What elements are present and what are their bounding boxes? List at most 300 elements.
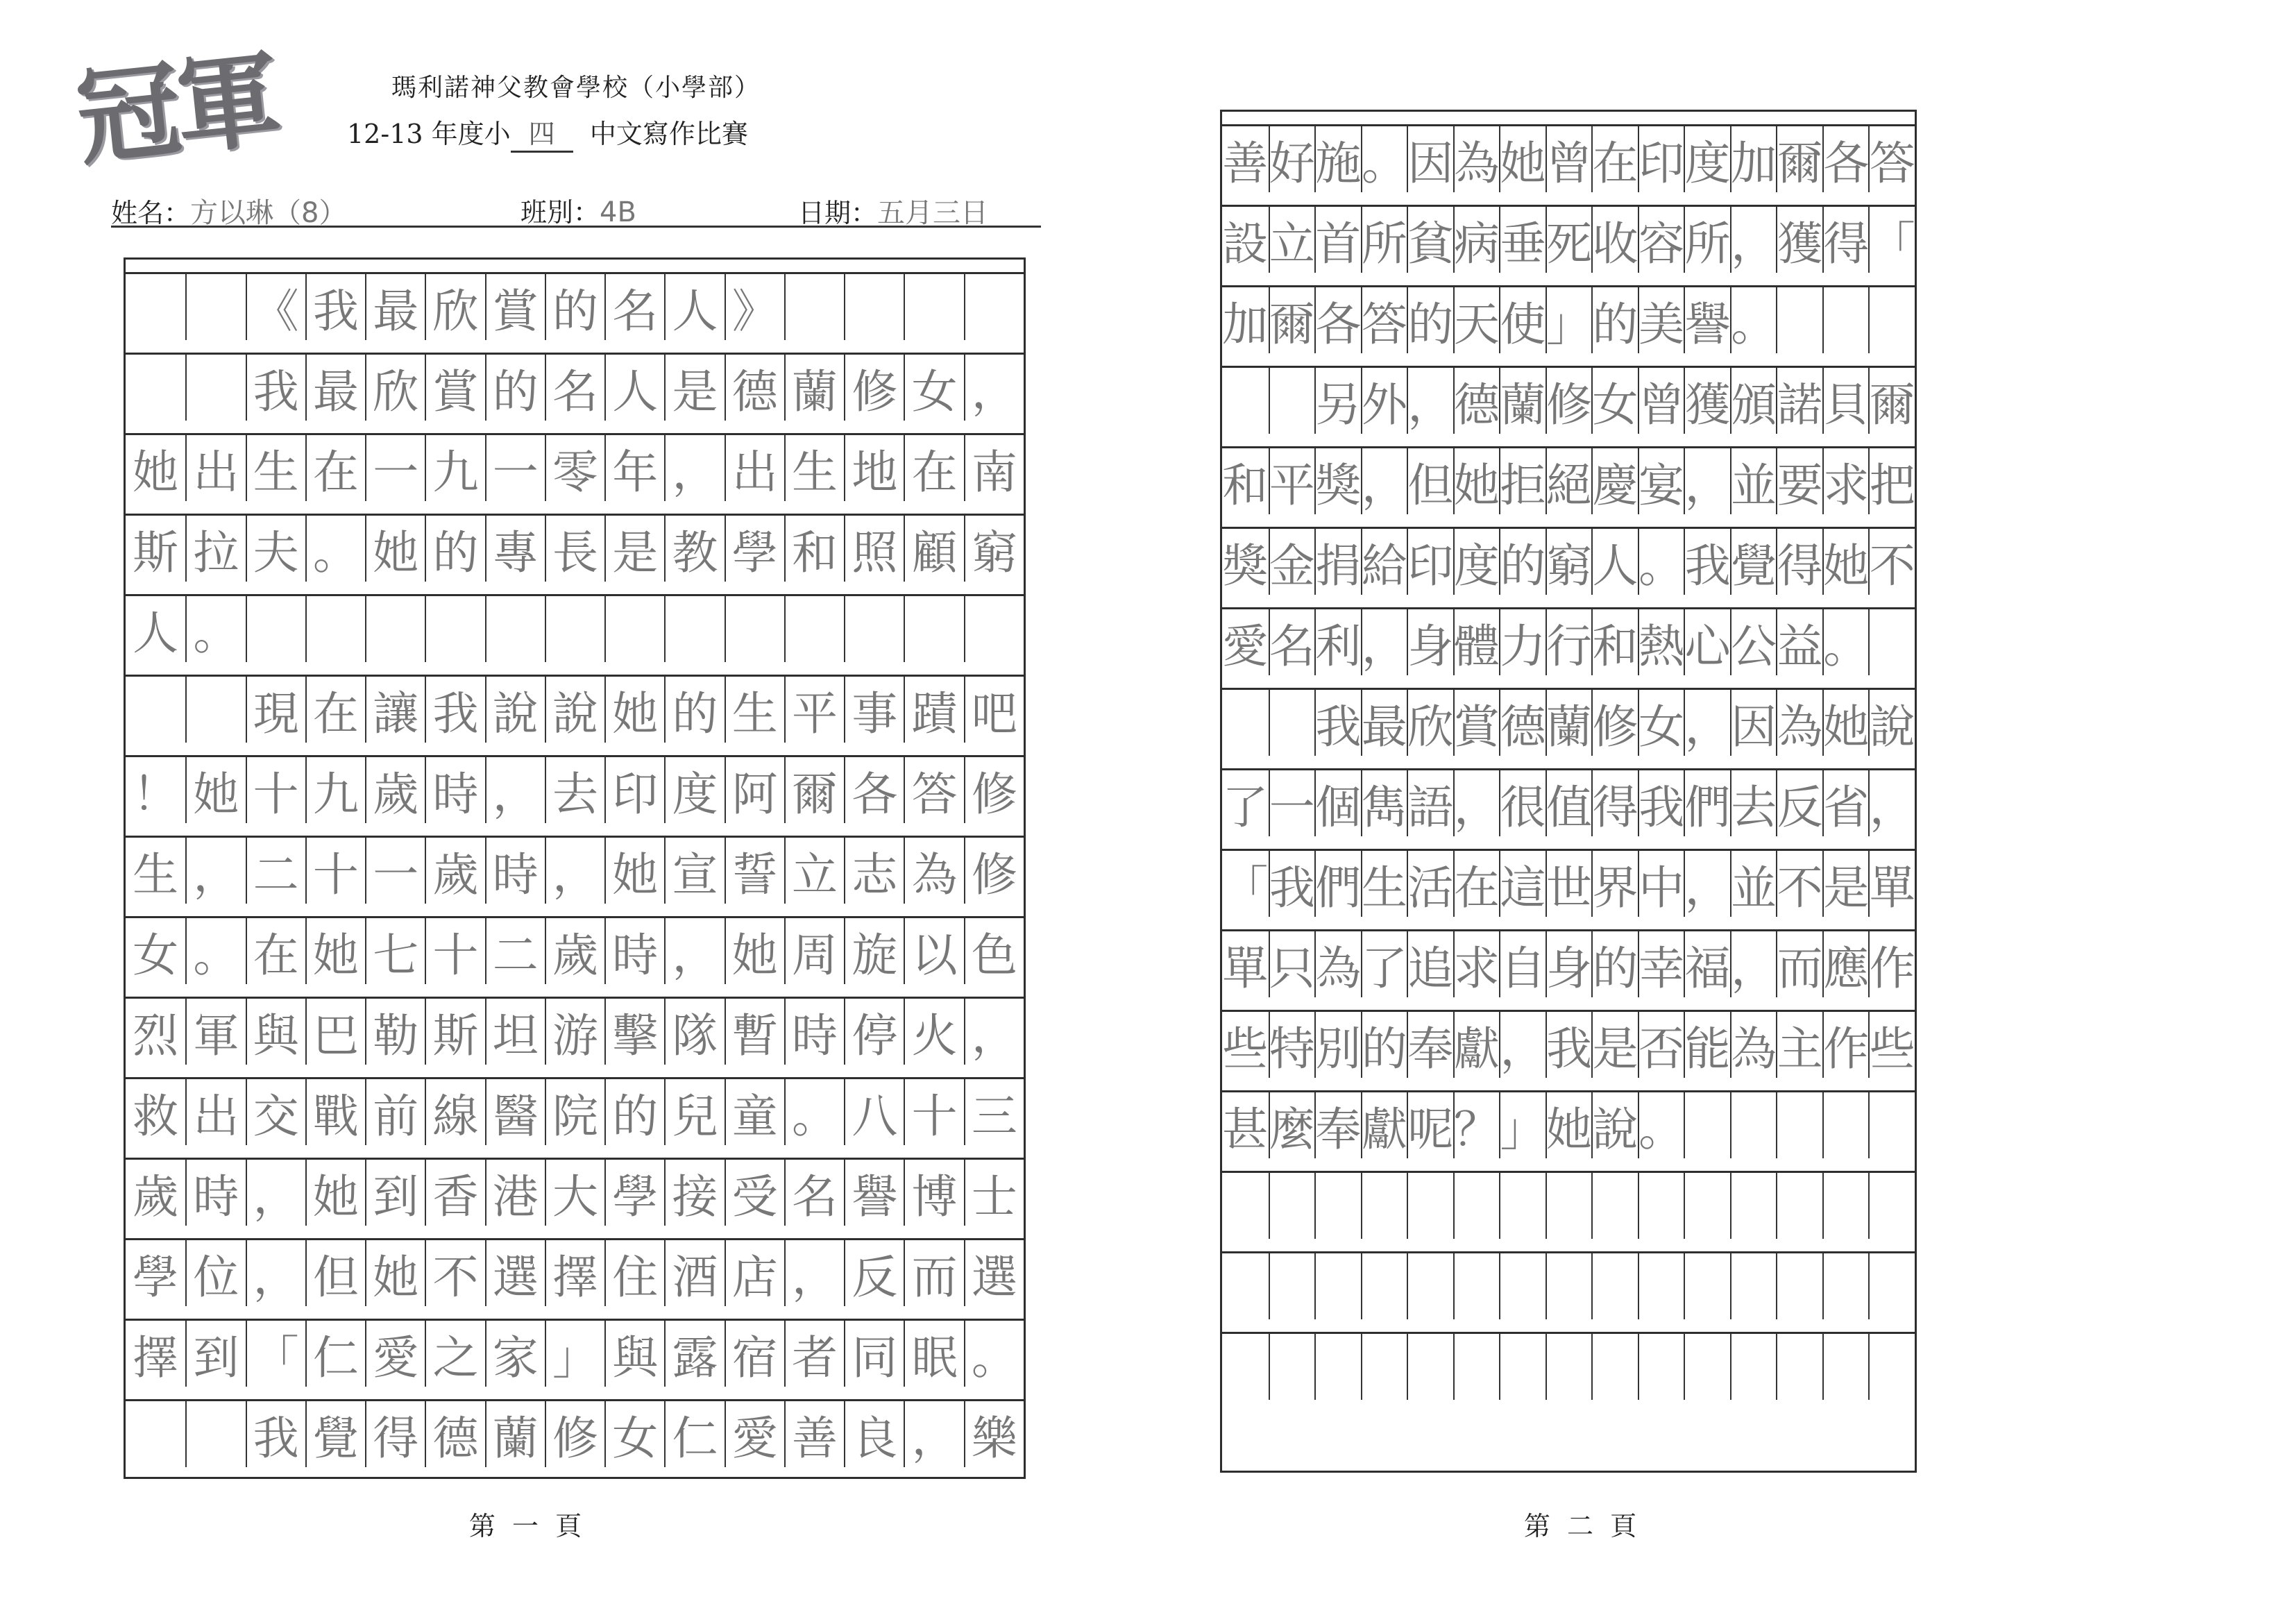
- grid-cell: 誓: [725, 838, 784, 904]
- grid-cell: 身: [1407, 609, 1453, 675]
- grid-cell: 身: [1545, 931, 1592, 997]
- grid-cell: [784, 596, 844, 662]
- grid-cell: 為: [1776, 690, 1822, 756]
- grid-cell: 修: [964, 838, 1024, 904]
- grid-cell: [1314, 1334, 1361, 1400]
- grid-cell: 各: [844, 757, 904, 823]
- grid-cell: 好: [1269, 126, 1315, 192]
- grid-cell: 貧: [1407, 207, 1453, 273]
- grid-cell: ，: [664, 435, 724, 501]
- grid-cell: 我: [246, 1401, 305, 1467]
- grid-cell: 生: [133, 848, 179, 902]
- grid-cell: 但: [305, 1240, 365, 1306]
- grid-cell: 是: [1822, 851, 1869, 917]
- champion-stamp: 冠軍: [70, 37, 282, 180]
- grid-cell: [1868, 609, 1915, 675]
- grid-cell: 眠: [904, 1321, 963, 1387]
- grid-cell: 去: [1730, 770, 1777, 836]
- grid-cell: 最: [1361, 690, 1407, 756]
- grid-cell: 她: [133, 446, 179, 499]
- grid-cell: 了: [1361, 931, 1407, 997]
- grid-cell: 院: [545, 1079, 604, 1145]
- grid-cell: [1591, 1173, 1638, 1239]
- grid-cell: ，: [1407, 368, 1453, 434]
- grid-cell: 獻: [1453, 1012, 1500, 1078]
- grid-cell: 火: [904, 999, 963, 1065]
- grid-cell: 我: [1684, 529, 1730, 595]
- grid-row: [1222, 688, 1915, 756]
- grid-cell: ，: [904, 1401, 963, 1467]
- grid-cell: 特: [1269, 1012, 1315, 1078]
- grid-cell: 值: [1545, 770, 1592, 836]
- grid-cell: 譽: [844, 1160, 904, 1226]
- grid-cell: 她: [1545, 1092, 1592, 1158]
- grid-cell: 善: [784, 1401, 844, 1467]
- contest-prefix: 12-13 年度小: [347, 119, 511, 149]
- grid-cell: 十: [246, 757, 305, 823]
- grid-cell: 因: [1407, 126, 1453, 192]
- grid-cell: [246, 596, 305, 662]
- grid-cell: 們: [1684, 770, 1730, 836]
- grid-cell: 獲: [1684, 368, 1730, 434]
- grid-cell: 我: [1269, 851, 1315, 917]
- grid-cell: [1407, 1334, 1453, 1400]
- grid-cell: 她: [365, 1240, 425, 1306]
- grid-cell: 覺: [305, 1401, 365, 1467]
- grid-cell: 度: [1684, 126, 1730, 192]
- grid-cell: 暫: [725, 999, 784, 1065]
- grid-cell: 因: [1730, 690, 1777, 756]
- grid-cell: 讓: [365, 677, 425, 743]
- grid-cell: [1222, 690, 1269, 756]
- grid-cell: 垂: [1499, 207, 1545, 273]
- grid-cell: 九: [305, 757, 365, 823]
- grid-cell: 。: [185, 596, 245, 662]
- grid-cell: ，: [1684, 690, 1730, 756]
- grid-cell: 追: [1407, 931, 1453, 997]
- grid-cell: 歲: [133, 1170, 179, 1224]
- grid-row: [126, 1399, 1024, 1467]
- grid-cell: 愛: [725, 1401, 784, 1467]
- grid-cell: [1222, 1173, 1269, 1239]
- grid-row: [126, 1077, 1024, 1145]
- grid-cell: 事: [844, 677, 904, 743]
- grid-cell: 的: [1499, 529, 1545, 595]
- grid-cell: 頒: [1730, 368, 1777, 434]
- grid-cell: 。: [1822, 609, 1869, 675]
- grid-cell: [1591, 1334, 1638, 1400]
- grid-cell: [1591, 1253, 1638, 1319]
- grid-cell: 語: [1407, 770, 1453, 836]
- grid-cell: 加: [1730, 126, 1777, 192]
- grid-cell: 修: [545, 1401, 604, 1467]
- grid-cell: 的: [1407, 287, 1453, 353]
- grid-cell: 修: [844, 355, 904, 421]
- grid-cell: 金: [1269, 529, 1315, 595]
- grid-cell: [1453, 1253, 1500, 1319]
- grid-cell: [904, 274, 963, 340]
- grid-cell: 童: [725, 1079, 784, 1145]
- grid-cell: 使: [1499, 287, 1545, 353]
- grid-cell: [604, 596, 664, 662]
- grid-cell: 獎: [1222, 539, 1269, 593]
- grid-cell: [1684, 1173, 1730, 1239]
- grid-cell: 擇: [133, 1331, 179, 1385]
- grid-cell: 時: [425, 757, 484, 823]
- grid-row: [1222, 929, 1915, 997]
- grid-cell: 名: [604, 274, 664, 340]
- grid-cell: 一: [365, 838, 425, 904]
- grid-cell: 中: [1638, 851, 1684, 917]
- grid-row: [1222, 1010, 1915, 1078]
- grid-cell: 的: [1361, 1012, 1407, 1078]
- grid-cell: 譽: [1684, 287, 1730, 353]
- grid-cell: ，: [664, 918, 724, 984]
- grid-cell: 女: [904, 355, 963, 421]
- grid-cell: [1684, 1253, 1730, 1319]
- grid-cell: 主: [1776, 1012, 1822, 1078]
- grid-cell: 時: [604, 918, 664, 984]
- grid-cell: 女: [604, 1401, 664, 1467]
- grid-row: [1222, 446, 1915, 514]
- grid-cell: 修: [964, 757, 1024, 823]
- grid-cell: 了: [1222, 781, 1269, 834]
- grid-row: [126, 836, 1024, 904]
- grid-cell: 二: [246, 838, 305, 904]
- grid-cell: [1730, 1253, 1777, 1319]
- grid-row: [1222, 366, 1915, 434]
- grid-cell: 麼: [1269, 1092, 1315, 1158]
- grid-cell: 另: [1314, 368, 1361, 434]
- grid-cell: 長: [545, 516, 604, 582]
- name-value: 方以琳（8）: [190, 197, 347, 229]
- grid-cell: 時: [185, 1160, 245, 1226]
- grid-cell: 單: [1868, 851, 1915, 917]
- grid-cell: ，: [1684, 448, 1730, 514]
- grid-cell: [1453, 1173, 1500, 1239]
- grid-row: [1222, 205, 1915, 273]
- grid-cell: 答: [1868, 126, 1915, 192]
- grid-cell: 救: [133, 1090, 179, 1143]
- contest-title: [347, 112, 833, 153]
- grid-cell: 博: [904, 1160, 963, 1226]
- grid-cell: 而: [904, 1240, 963, 1306]
- grid-cell: 些: [1868, 1012, 1915, 1078]
- grid-cell: 住: [604, 1240, 664, 1306]
- grid-row: [126, 916, 1024, 984]
- grid-cell: 的: [545, 274, 604, 340]
- grid-cell: 名: [784, 1160, 844, 1226]
- class-value: 4B: [600, 196, 636, 228]
- grid-cell: [1222, 1253, 1269, 1319]
- grid-cell: 出: [185, 1079, 245, 1145]
- grid-cell: 說: [485, 677, 545, 743]
- grid-cell: 反: [844, 1240, 904, 1306]
- grid-cell: 她: [1453, 448, 1500, 514]
- grid-cell: 現: [246, 677, 305, 743]
- grid-cell: 學: [604, 1160, 664, 1226]
- grid-cell: 求: [1453, 931, 1500, 997]
- grid-cell: [1407, 1173, 1453, 1239]
- grid-cell: 酒: [664, 1240, 724, 1306]
- grid-cell: [1730, 1334, 1777, 1400]
- grid-cell: 我: [305, 274, 365, 340]
- grid-cell: 別: [1314, 1012, 1361, 1078]
- date-label: 日期：: [798, 198, 878, 228]
- grid-cell: 一: [365, 435, 425, 501]
- grid-cell: 色: [964, 918, 1024, 984]
- grid-cell: 熱: [1638, 609, 1684, 675]
- grid-cell: 絕: [1545, 448, 1592, 514]
- grid-cell: 容: [1638, 207, 1684, 273]
- grid-cell: ，: [485, 757, 545, 823]
- grid-cell: 曾: [1638, 368, 1684, 434]
- grid-cell: 首: [1314, 207, 1361, 273]
- grid-cell: 立: [784, 838, 844, 904]
- grid-cell: [904, 596, 963, 662]
- grid-cell: 。: [1638, 1092, 1684, 1158]
- grid-cell: 們: [1314, 851, 1361, 917]
- grid-cell: 選: [485, 1240, 545, 1306]
- grid-cell: [1638, 1253, 1684, 1319]
- name-field: [111, 191, 346, 230]
- grid-cell: 十: [425, 918, 484, 984]
- grid-cell: 生: [725, 677, 784, 743]
- grid-cell: 到: [365, 1160, 425, 1226]
- grid-cell: 應: [1822, 931, 1869, 997]
- grid-cell: [1361, 1253, 1407, 1319]
- grid-cell: 印: [1407, 529, 1453, 595]
- grid-cell: 宴: [1638, 448, 1684, 514]
- grid-cell: 擊: [604, 999, 664, 1065]
- grid-cell: 界: [1591, 851, 1638, 917]
- grid-cell: 心: [1684, 609, 1730, 675]
- grid-cell: [1314, 1173, 1361, 1239]
- grid-cell: 收: [1591, 207, 1638, 273]
- grid-cell: 她: [725, 918, 784, 984]
- grid-cell: 平: [1269, 448, 1315, 514]
- grid-cell: 女: [133, 929, 179, 982]
- grid-cell: 這: [1499, 851, 1545, 917]
- grid-cell: 公: [1730, 609, 1777, 675]
- grid-row: [126, 514, 1024, 582]
- grid-cell: 的: [604, 1079, 664, 1145]
- grid-cell: ，: [1453, 770, 1500, 836]
- grid-cell: [185, 355, 245, 421]
- grid-cell: 專: [485, 516, 545, 582]
- grid-cell: ，: [246, 1160, 305, 1226]
- grid-cell: 活: [1407, 851, 1453, 917]
- grid-cell: 八: [844, 1079, 904, 1145]
- grid-cell: 人: [1591, 529, 1638, 595]
- grid-cell: 為: [904, 838, 963, 904]
- grid-cell: [1222, 1334, 1269, 1400]
- grid-cell: 前: [365, 1079, 425, 1145]
- grid-cell: 蹟: [904, 677, 963, 743]
- grid-cell: [425, 596, 484, 662]
- grid-row: [126, 433, 1024, 501]
- grid-cell: 印: [604, 757, 664, 823]
- grid-cell: 要: [1776, 448, 1822, 514]
- grid-cell: [1269, 690, 1315, 756]
- grid-cell: [485, 596, 545, 662]
- grid-cell: 九: [425, 435, 484, 501]
- grid-cell: ，: [964, 355, 1024, 421]
- grid-cell: 美: [1638, 287, 1684, 353]
- grid-cell: 在: [904, 435, 963, 501]
- contest-suffix: 中文寫作比賽: [589, 119, 748, 149]
- grid-cell: 把: [1868, 448, 1915, 514]
- grid-cell: 蘭: [784, 355, 844, 421]
- grid-cell: 「: [1868, 207, 1915, 273]
- grid-cell: 一: [485, 435, 545, 501]
- grid-row: [1222, 1090, 1915, 1158]
- grid-cell: 十: [305, 838, 365, 904]
- grid-cell: [1499, 1334, 1545, 1400]
- grid-cell: [1269, 1253, 1315, 1319]
- grid-row: [126, 1158, 1024, 1226]
- grid-row: [1222, 1171, 1915, 1239]
- grid-cell: 。: [1361, 126, 1407, 192]
- grid-cell: 學: [725, 516, 784, 582]
- grid-cell: [1822, 287, 1869, 353]
- grid-cell: ，: [1730, 207, 1777, 273]
- grid-row: [126, 755, 1024, 823]
- grid-cell: 斯: [425, 999, 484, 1065]
- grid-row: [1222, 285, 1915, 353]
- grid-cell: 我: [246, 355, 305, 421]
- grid-cell: 所: [1361, 207, 1407, 273]
- grid-cell: 外: [1361, 368, 1407, 434]
- grid-cell: 蘭: [1499, 368, 1545, 434]
- grid-cell: 「: [1222, 861, 1269, 915]
- grid-cell: 與: [604, 1321, 664, 1387]
- grid-cell: [964, 596, 1024, 662]
- grid-cell: 歲: [545, 918, 604, 984]
- grid-cell: 停: [844, 999, 904, 1065]
- grid-cell: 。: [784, 1079, 844, 1145]
- grid-row: [126, 675, 1024, 743]
- grid-cell: 覺: [1730, 529, 1777, 595]
- grid-cell: 自: [1499, 931, 1545, 997]
- grid-cell: 去: [545, 757, 604, 823]
- grid-cell: 曾: [1545, 126, 1592, 192]
- grid-cell: 年: [604, 435, 664, 501]
- grid-cell: [1222, 368, 1269, 434]
- grid-cell: 爾: [1269, 287, 1315, 353]
- grid-cell: 店: [725, 1240, 784, 1306]
- grid-cell: 七: [365, 918, 425, 984]
- grid-cell: 到: [185, 1321, 245, 1387]
- grid-cell: 露: [664, 1321, 724, 1387]
- grid-cell: [1776, 1334, 1822, 1400]
- grid-cell: 擇: [545, 1240, 604, 1306]
- grid-row: [126, 353, 1024, 421]
- grid-cell: 拒: [1499, 448, 1545, 514]
- grid-cell: 和: [1591, 609, 1638, 675]
- grid-cell: [664, 596, 724, 662]
- grid-cell: 夫: [246, 516, 305, 582]
- grid-cell: 以: [904, 918, 963, 984]
- grid-cell: 個: [1314, 770, 1361, 836]
- grid-cell: 得: [365, 1401, 425, 1467]
- grid-cell: ，: [1361, 448, 1407, 514]
- grid-cell: 爾: [1868, 368, 1915, 434]
- grid-cell: 女: [1591, 368, 1638, 434]
- grid-cell: 賞: [1453, 690, 1500, 756]
- grid-cell: 世: [1545, 851, 1592, 917]
- writing-grid-page-1: [124, 257, 1026, 1479]
- grid-row: [1222, 849, 1915, 917]
- grid-cell: 修: [1545, 368, 1592, 434]
- grid-cell: 說: [1868, 690, 1915, 756]
- grid-cell: [126, 677, 185, 743]
- grid-cell: 所: [1684, 207, 1730, 273]
- grid-cell: [1822, 1173, 1869, 1239]
- grid-cell: 天: [1453, 287, 1500, 353]
- grid-cell: 三: [964, 1079, 1024, 1145]
- grid-row: [126, 1238, 1024, 1306]
- grid-row: [126, 594, 1024, 662]
- grid-cell: 兒: [664, 1079, 724, 1145]
- grid-cell: 生: [1361, 851, 1407, 917]
- grid-cell: 欣: [1407, 690, 1453, 756]
- grid-cell: 是: [604, 516, 664, 582]
- grid-cell: [1868, 1173, 1915, 1239]
- grid-cell: [844, 596, 904, 662]
- grid-cell: 並: [1730, 448, 1777, 514]
- grid-cell: 與: [246, 999, 305, 1065]
- grid-cell: 宿: [725, 1321, 784, 1387]
- grid-cell: 德: [425, 1401, 484, 1467]
- grid-cell: ，: [1730, 931, 1777, 997]
- grid-cell: 」: [1545, 287, 1592, 353]
- grid-cell: [1730, 1173, 1777, 1239]
- grid-cell: 勒: [365, 999, 425, 1065]
- grid-cell: 在: [305, 435, 365, 501]
- grid-cell: 人: [664, 274, 724, 340]
- grid-cell: 得: [1591, 770, 1638, 836]
- grid-cell: [126, 355, 185, 421]
- grid-cell: 良: [844, 1401, 904, 1467]
- grid-cell: 教: [664, 516, 724, 582]
- student-info-row: [111, 184, 1041, 228]
- grid-cell: 爾: [1776, 126, 1822, 192]
- grid-cell: 她: [305, 1160, 365, 1226]
- grid-cell: 的: [1591, 287, 1638, 353]
- grid-cell: 獻: [1361, 1092, 1407, 1158]
- grid-cell: [1269, 1334, 1315, 1400]
- grid-cell: [1314, 1253, 1361, 1319]
- grid-cell: 」: [545, 1321, 604, 1387]
- grid-cell: 我: [1545, 1012, 1592, 1078]
- grid-cell: 《: [246, 274, 305, 340]
- grid-cell: 捐: [1314, 529, 1361, 595]
- grid-cell: 出: [725, 435, 784, 501]
- grid-cell: [1868, 1334, 1915, 1400]
- grid-cell: 二: [485, 918, 545, 984]
- grid-cell: [1638, 1173, 1684, 1239]
- page-number: 第 一 頁: [468, 1511, 586, 1541]
- grid-cell: 爾: [784, 757, 844, 823]
- grid-cell: 在: [1453, 851, 1500, 917]
- grid-cell: 烈: [133, 1009, 179, 1063]
- grid-cell: 雋: [1361, 770, 1407, 836]
- grid-cell: 欣: [365, 355, 425, 421]
- grid-cell: 隊: [664, 999, 724, 1065]
- grid-cell: 奉: [1407, 1012, 1453, 1078]
- grid-cell: 大: [545, 1160, 604, 1226]
